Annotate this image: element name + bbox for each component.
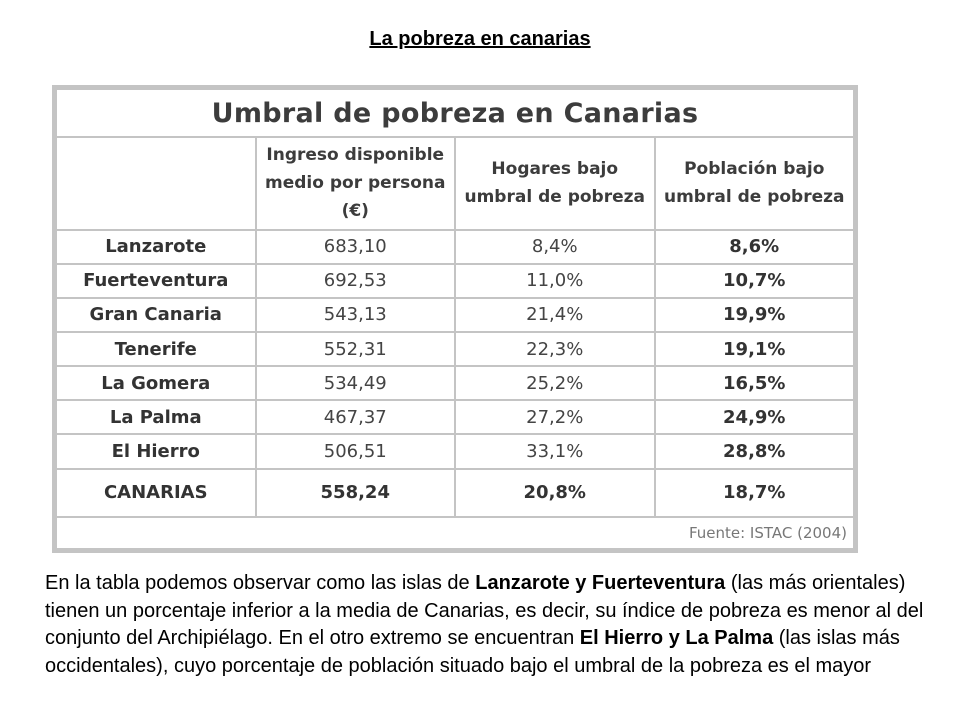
header-households: Hogares bajo umbral de pobreza: [455, 137, 655, 229]
table-body: [56, 230, 854, 469]
total-population: 18,7%: [655, 469, 855, 517]
table-total-row: [56, 469, 854, 517]
table-row: [56, 434, 854, 468]
income-cell: 534,49: [256, 366, 456, 400]
table-row: [56, 298, 854, 332]
households-cell: 11,0%: [455, 264, 655, 298]
island-label: Fuerteventura: [56, 264, 256, 298]
total-income: 558,24: [256, 469, 456, 517]
households-cell: 33,1%: [455, 434, 655, 468]
poverty-table-figure: [52, 85, 858, 553]
population-cell: 24,9%: [655, 400, 855, 434]
table-row: [56, 264, 854, 298]
island-label: Tenerife: [56, 332, 256, 366]
page-title: La pobreza en canarias: [369, 28, 591, 50]
paragraph-text-1: En la tabla podemos observar como las islas de: [45, 572, 476, 594]
households-cell: 8,4%: [455, 230, 655, 264]
island-label: Gran Canaria: [56, 298, 256, 332]
total-label: CANARIAS: [56, 469, 256, 517]
income-cell: 692,53: [256, 264, 456, 298]
table-caption: Umbral de pobreza en Canarias: [56, 89, 854, 137]
population-cell: 28,8%: [655, 434, 855, 468]
poverty-table: [55, 88, 855, 550]
paragraph-bold-2: El Hierro y La Palma: [579, 627, 774, 649]
population-cell: 8,6%: [655, 230, 855, 264]
table-caption-row: [56, 89, 854, 137]
paragraph-text-2: (las más orientales) tienen un porcentaje inferior a la media de Canarias, es decir, su índice de pobreza es menor al del conjunto del Archipiélago. En el otro extremo se encuentran: [45, 572, 924, 649]
island-label: La Gomera: [56, 366, 256, 400]
income-cell: 543,13: [256, 298, 456, 332]
table-header-row: [56, 137, 854, 229]
island-label: Lanzarote: [56, 230, 256, 264]
table-row: [56, 230, 854, 264]
table-row: [56, 366, 854, 400]
paragraph-text-3: (las islas más occidentales), cuyo porcentaje de población situado bajo el umbral de la pobreza es el mayor: [45, 627, 900, 677]
header-empty: [56, 137, 256, 229]
income-cell: 552,31: [256, 332, 456, 366]
households-cell: 21,4%: [455, 298, 655, 332]
households-cell: 25,2%: [455, 366, 655, 400]
population-cell: 19,9%: [655, 298, 855, 332]
population-cell: 16,5%: [655, 366, 855, 400]
header-income: Ingreso disponible medio por persona (€): [256, 137, 456, 229]
income-cell: 467,37: [256, 400, 456, 434]
households-cell: 22,3%: [455, 332, 655, 366]
table-row: [56, 332, 854, 366]
header-population: Población bajo umbral de pobreza: [655, 137, 855, 229]
income-cell: 683,10: [256, 230, 456, 264]
income-cell: 506,51: [256, 434, 456, 468]
total-households: 20,8%: [455, 469, 655, 517]
explanation-paragraph: [45, 570, 925, 680]
paragraph-bold-1: Lanzarote y Fuerteventura: [475, 572, 726, 594]
households-cell: 27,2%: [455, 400, 655, 434]
table-source-row: [56, 517, 854, 549]
table-row: [56, 400, 854, 434]
island-label: El Hierro: [56, 434, 256, 468]
population-cell: 19,1%: [655, 332, 855, 366]
island-label: La Palma: [56, 400, 256, 434]
table-source: Fuente: ISTAC (2004): [56, 517, 854, 549]
population-cell: 10,7%: [655, 264, 855, 298]
